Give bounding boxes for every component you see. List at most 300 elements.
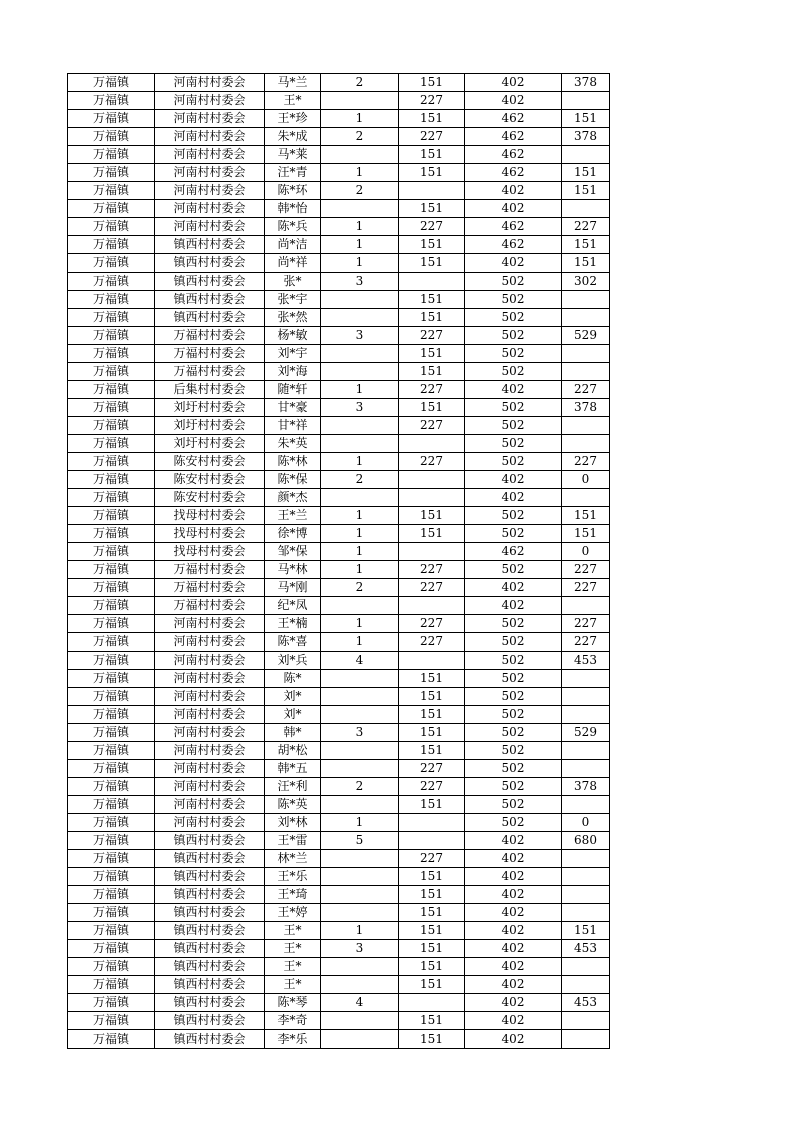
count-cell: 5 [321, 831, 399, 849]
table-row [68, 868, 610, 886]
person-name-cell: 刘*海 [265, 362, 321, 380]
amount-c-cell: 453 [562, 940, 610, 958]
table-row [68, 200, 610, 218]
village-committee-cell: 河南村村委会 [155, 164, 265, 182]
amount-a-cell: 151 [399, 398, 465, 416]
table-row [68, 452, 610, 470]
amount-c-cell: 0 [562, 813, 610, 831]
town-cell: 万福镇 [68, 182, 155, 200]
amount-c-cell: 227 [562, 380, 610, 398]
table-row [68, 182, 610, 200]
town-cell: 万福镇 [68, 110, 155, 128]
count-cell [321, 669, 399, 687]
amount-b-cell: 402 [465, 904, 562, 922]
town-cell: 万福镇 [68, 146, 155, 164]
amount-a-cell: 227 [399, 615, 465, 633]
amount-c-cell [562, 434, 610, 452]
town-cell: 万福镇 [68, 940, 155, 958]
table-row [68, 380, 610, 398]
amount-a-cell [399, 272, 465, 290]
amount-b-cell: 402 [465, 489, 562, 507]
amount-c-cell [562, 958, 610, 976]
table-row [68, 218, 610, 236]
amount-a-cell: 151 [399, 362, 465, 380]
village-committee-cell: 万福村村委会 [155, 597, 265, 615]
village-committee-cell: 镇西村村委会 [155, 290, 265, 308]
amount-a-cell [399, 831, 465, 849]
amount-b-cell: 402 [465, 958, 562, 976]
town-cell: 万福镇 [68, 1030, 155, 1048]
amount-b-cell: 402 [465, 200, 562, 218]
village-committee-cell: 镇西村村委会 [155, 922, 265, 940]
village-committee-cell: 找母村村委会 [155, 543, 265, 561]
amount-b-cell: 462 [465, 236, 562, 254]
count-cell: 2 [321, 777, 399, 795]
village-committee-cell: 镇西村村委会 [155, 850, 265, 868]
village-committee-cell: 镇西村村委会 [155, 1012, 265, 1030]
village-committee-cell: 万福村村委会 [155, 362, 265, 380]
table-row [68, 831, 610, 849]
amount-c-cell: 151 [562, 254, 610, 272]
amount-c-cell: 453 [562, 651, 610, 669]
count-cell [321, 597, 399, 615]
person-name-cell: 陈*英 [265, 795, 321, 813]
town-cell: 万福镇 [68, 398, 155, 416]
amount-c-cell: 151 [562, 507, 610, 525]
amount-a-cell: 151 [399, 525, 465, 543]
count-cell: 3 [321, 326, 399, 344]
amount-a-cell [399, 813, 465, 831]
amount-c-cell [562, 868, 610, 886]
table-row [68, 1012, 610, 1030]
amount-a-cell: 151 [399, 687, 465, 705]
person-name-cell: 王* [265, 922, 321, 940]
table-row [68, 723, 610, 741]
table-row [68, 777, 610, 795]
amount-b-cell: 402 [465, 868, 562, 886]
amount-b-cell: 502 [465, 687, 562, 705]
amount-a-cell [399, 994, 465, 1012]
amount-b-cell: 402 [465, 886, 562, 904]
village-committee-cell: 河南村村委会 [155, 615, 265, 633]
person-name-cell: 朱*成 [265, 128, 321, 146]
town-cell: 万福镇 [68, 813, 155, 831]
person-name-cell: 朱*英 [265, 434, 321, 452]
town-cell: 万福镇 [68, 128, 155, 146]
town-cell: 万福镇 [68, 868, 155, 886]
amount-a-cell: 227 [399, 759, 465, 777]
village-committee-cell: 镇西村村委会 [155, 236, 265, 254]
village-committee-cell: 找母村村委会 [155, 507, 265, 525]
table-row [68, 416, 610, 434]
amount-b-cell: 462 [465, 164, 562, 182]
person-name-cell: 马*莱 [265, 146, 321, 164]
amount-a-cell: 227 [399, 850, 465, 868]
count-cell: 3 [321, 272, 399, 290]
amount-c-cell [562, 344, 610, 362]
amount-c-cell: 227 [562, 561, 610, 579]
person-name-cell: 胡*松 [265, 741, 321, 759]
person-name-cell: 汪*青 [265, 164, 321, 182]
count-cell [321, 886, 399, 904]
amount-b-cell: 402 [465, 1012, 562, 1030]
town-cell: 万福镇 [68, 543, 155, 561]
amount-b-cell: 502 [465, 326, 562, 344]
table-row [68, 633, 610, 651]
table-row [68, 525, 610, 543]
amount-c-cell [562, 92, 610, 110]
person-name-cell: 刘*宇 [265, 344, 321, 362]
count-cell: 1 [321, 507, 399, 525]
amount-b-cell: 462 [465, 543, 562, 561]
amount-b-cell: 502 [465, 416, 562, 434]
town-cell: 万福镇 [68, 886, 155, 904]
count-cell [321, 976, 399, 994]
count-cell: 2 [321, 579, 399, 597]
amount-a-cell [399, 597, 465, 615]
village-committee-cell: 河南村村委会 [155, 795, 265, 813]
village-committee-cell: 镇西村村委会 [155, 904, 265, 922]
amount-a-cell: 227 [399, 452, 465, 470]
count-cell: 2 [321, 182, 399, 200]
amount-b-cell: 462 [465, 110, 562, 128]
person-name-cell: 王*乐 [265, 868, 321, 886]
town-cell: 万福镇 [68, 471, 155, 489]
amount-c-cell [562, 705, 610, 723]
amount-b-cell: 462 [465, 146, 562, 164]
amount-c-cell: 529 [562, 723, 610, 741]
town-cell: 万福镇 [68, 958, 155, 976]
amount-a-cell: 151 [399, 200, 465, 218]
amount-b-cell: 402 [465, 940, 562, 958]
village-committee-cell: 河南村村委会 [155, 128, 265, 146]
village-committee-cell: 万福村村委会 [155, 579, 265, 597]
amount-a-cell: 151 [399, 958, 465, 976]
person-name-cell: 王*兰 [265, 507, 321, 525]
amount-b-cell: 402 [465, 922, 562, 940]
table-row [68, 128, 610, 146]
amount-c-cell [562, 886, 610, 904]
person-name-cell: 王*琦 [265, 886, 321, 904]
village-committee-cell: 河南村村委会 [155, 92, 265, 110]
town-cell: 万福镇 [68, 236, 155, 254]
person-name-cell: 纪*凤 [265, 597, 321, 615]
table-row [68, 543, 610, 561]
person-name-cell: 随*轩 [265, 380, 321, 398]
count-cell [321, 795, 399, 813]
count-cell [321, 687, 399, 705]
amount-b-cell: 402 [465, 74, 562, 92]
table-row [68, 615, 610, 633]
town-cell: 万福镇 [68, 705, 155, 723]
table-row [68, 850, 610, 868]
person-name-cell: 刘*林 [265, 813, 321, 831]
amount-a-cell: 151 [399, 741, 465, 759]
count-cell [321, 146, 399, 164]
amount-c-cell: 151 [562, 164, 610, 182]
amount-c-cell: 151 [562, 236, 610, 254]
count-cell: 1 [321, 615, 399, 633]
amount-c-cell: 453 [562, 994, 610, 1012]
amount-c-cell: 378 [562, 398, 610, 416]
amount-b-cell: 502 [465, 795, 562, 813]
town-cell: 万福镇 [68, 723, 155, 741]
table-row [68, 308, 610, 326]
person-name-cell: 甘*祥 [265, 416, 321, 434]
village-committee-cell: 陈安村村委会 [155, 471, 265, 489]
amount-b-cell: 502 [465, 525, 562, 543]
town-cell: 万福镇 [68, 254, 155, 272]
town-cell: 万福镇 [68, 218, 155, 236]
person-name-cell: 马*刚 [265, 579, 321, 597]
town-cell: 万福镇 [68, 525, 155, 543]
amount-c-cell [562, 904, 610, 922]
person-name-cell: 陈*保 [265, 471, 321, 489]
village-committee-cell: 镇西村村委会 [155, 994, 265, 1012]
amount-c-cell: 529 [562, 326, 610, 344]
table-row [68, 813, 610, 831]
count-cell [321, 308, 399, 326]
amount-a-cell: 227 [399, 633, 465, 651]
amount-c-cell [562, 597, 610, 615]
village-committee-cell: 镇西村村委会 [155, 940, 265, 958]
town-cell: 万福镇 [68, 452, 155, 470]
town-cell: 万福镇 [68, 633, 155, 651]
count-cell: 2 [321, 74, 399, 92]
person-name-cell: 徐*博 [265, 525, 321, 543]
village-committee-cell: 万福村村委会 [155, 326, 265, 344]
table-row [68, 922, 610, 940]
town-cell: 万福镇 [68, 200, 155, 218]
amount-c-cell [562, 759, 610, 777]
village-committee-cell: 河南村村委会 [155, 74, 265, 92]
count-cell: 1 [321, 254, 399, 272]
table-row [68, 940, 610, 958]
table-row [68, 489, 610, 507]
count-cell [321, 759, 399, 777]
amount-a-cell: 151 [399, 254, 465, 272]
amount-a-cell: 227 [399, 128, 465, 146]
amount-a-cell: 227 [399, 380, 465, 398]
village-committee-cell: 陈安村村委会 [155, 452, 265, 470]
count-cell [321, 1012, 399, 1030]
town-cell: 万福镇 [68, 290, 155, 308]
table-row [68, 795, 610, 813]
amount-c-cell [562, 1012, 610, 1030]
town-cell: 万福镇 [68, 651, 155, 669]
amount-a-cell [399, 182, 465, 200]
amount-a-cell: 151 [399, 308, 465, 326]
town-cell: 万福镇 [68, 615, 155, 633]
person-name-cell: 林*兰 [265, 850, 321, 868]
amount-c-cell [562, 416, 610, 434]
amount-a-cell: 151 [399, 236, 465, 254]
amount-c-cell [562, 687, 610, 705]
village-committee-cell: 镇西村村委会 [155, 272, 265, 290]
town-cell: 万福镇 [68, 1012, 155, 1030]
person-name-cell: 陈*喜 [265, 633, 321, 651]
table-row [68, 597, 610, 615]
table-row [68, 651, 610, 669]
person-name-cell: 李*奇 [265, 1012, 321, 1030]
town-cell: 万福镇 [68, 904, 155, 922]
count-cell [321, 850, 399, 868]
amount-c-cell [562, 146, 610, 164]
amount-a-cell: 151 [399, 705, 465, 723]
amount-a-cell: 151 [399, 795, 465, 813]
village-committee-cell: 河南村村委会 [155, 633, 265, 651]
person-name-cell: 韩*五 [265, 759, 321, 777]
count-cell [321, 434, 399, 452]
amount-c-cell: 0 [562, 471, 610, 489]
table-row [68, 579, 610, 597]
count-cell: 1 [321, 543, 399, 561]
town-cell: 万福镇 [68, 597, 155, 615]
amount-b-cell: 502 [465, 633, 562, 651]
village-committee-cell: 河南村村委会 [155, 759, 265, 777]
village-committee-cell: 镇西村村委会 [155, 958, 265, 976]
village-committee-cell: 河南村村委会 [155, 723, 265, 741]
amount-c-cell [562, 1030, 610, 1048]
amount-b-cell: 502 [465, 615, 562, 633]
count-cell: 1 [321, 633, 399, 651]
count-cell: 4 [321, 994, 399, 1012]
amount-b-cell: 502 [465, 759, 562, 777]
town-cell: 万福镇 [68, 74, 155, 92]
table-row [68, 1030, 610, 1048]
person-name-cell: 张*然 [265, 308, 321, 326]
table-row [68, 976, 610, 994]
amount-a-cell: 227 [399, 326, 465, 344]
village-committee-cell: 镇西村村委会 [155, 831, 265, 849]
amount-b-cell: 502 [465, 344, 562, 362]
count-cell: 1 [321, 164, 399, 182]
village-committee-cell: 镇西村村委会 [155, 254, 265, 272]
amount-b-cell: 502 [465, 434, 562, 452]
amount-b-cell: 502 [465, 507, 562, 525]
count-cell: 1 [321, 380, 399, 398]
count-cell: 3 [321, 723, 399, 741]
amount-b-cell: 402 [465, 182, 562, 200]
amount-c-cell [562, 741, 610, 759]
amount-b-cell: 402 [465, 976, 562, 994]
count-cell: 1 [321, 525, 399, 543]
town-cell: 万福镇 [68, 831, 155, 849]
person-name-cell: 颜*杰 [265, 489, 321, 507]
amount-a-cell [399, 543, 465, 561]
amount-b-cell: 402 [465, 471, 562, 489]
amount-a-cell: 227 [399, 561, 465, 579]
person-name-cell: 陈*琴 [265, 994, 321, 1012]
count-cell: 3 [321, 940, 399, 958]
village-committee-cell: 河南村村委会 [155, 705, 265, 723]
amount-a-cell: 151 [399, 164, 465, 182]
person-name-cell: 刘* [265, 705, 321, 723]
table-row [68, 434, 610, 452]
person-name-cell: 王*婷 [265, 904, 321, 922]
table-row [68, 507, 610, 525]
person-name-cell: 陈*兵 [265, 218, 321, 236]
person-name-cell: 刘*兵 [265, 651, 321, 669]
amount-b-cell: 502 [465, 651, 562, 669]
town-cell: 万福镇 [68, 922, 155, 940]
town-cell: 万福镇 [68, 434, 155, 452]
amount-a-cell [399, 471, 465, 489]
amount-a-cell: 151 [399, 886, 465, 904]
count-cell: 1 [321, 813, 399, 831]
person-name-cell: 王*楠 [265, 615, 321, 633]
amount-a-cell: 227 [399, 92, 465, 110]
town-cell: 万福镇 [68, 777, 155, 795]
count-cell [321, 290, 399, 308]
amount-b-cell: 502 [465, 452, 562, 470]
amount-a-cell: 227 [399, 218, 465, 236]
amount-b-cell: 462 [465, 128, 562, 146]
amount-c-cell: 378 [562, 777, 610, 795]
table-row [68, 994, 610, 1012]
amount-b-cell: 502 [465, 308, 562, 326]
person-name-cell: 杨*敏 [265, 326, 321, 344]
amount-c-cell: 151 [562, 110, 610, 128]
table-row [68, 74, 610, 92]
village-committee-cell: 镇西村村委会 [155, 886, 265, 904]
amount-c-cell: 378 [562, 74, 610, 92]
person-name-cell: 李*乐 [265, 1030, 321, 1048]
person-name-cell: 尚*祥 [265, 254, 321, 272]
town-cell: 万福镇 [68, 308, 155, 326]
amount-a-cell: 151 [399, 507, 465, 525]
count-cell [321, 344, 399, 362]
person-name-cell: 陈*环 [265, 182, 321, 200]
amount-b-cell: 402 [465, 994, 562, 1012]
village-committee-cell: 河南村村委会 [155, 146, 265, 164]
amount-c-cell: 151 [562, 525, 610, 543]
amount-a-cell: 151 [399, 868, 465, 886]
amount-c-cell [562, 290, 610, 308]
count-cell: 1 [321, 452, 399, 470]
town-cell: 万福镇 [68, 507, 155, 525]
amount-b-cell: 502 [465, 290, 562, 308]
village-committee-cell: 刘圩村村委会 [155, 434, 265, 452]
amount-c-cell [562, 308, 610, 326]
person-name-cell: 马*兰 [265, 74, 321, 92]
table-row [68, 687, 610, 705]
village-committee-cell: 河南村村委会 [155, 110, 265, 128]
table-row [68, 110, 610, 128]
town-cell: 万福镇 [68, 850, 155, 868]
village-committee-cell: 河南村村委会 [155, 182, 265, 200]
count-cell [321, 904, 399, 922]
amount-b-cell: 402 [465, 850, 562, 868]
amount-c-cell: 227 [562, 452, 610, 470]
count-cell [321, 489, 399, 507]
count-cell [321, 958, 399, 976]
amount-c-cell: 227 [562, 633, 610, 651]
amount-c-cell [562, 669, 610, 687]
table-row [68, 669, 610, 687]
person-name-cell: 尚*洁 [265, 236, 321, 254]
village-committee-cell: 河南村村委会 [155, 218, 265, 236]
amount-c-cell: 302 [562, 272, 610, 290]
table-row [68, 958, 610, 976]
amount-a-cell [399, 651, 465, 669]
village-committee-cell: 刘圩村村委会 [155, 416, 265, 434]
amount-a-cell [399, 489, 465, 507]
amount-b-cell: 402 [465, 579, 562, 597]
amount-b-cell: 502 [465, 813, 562, 831]
data-table [67, 73, 610, 1049]
table-row [68, 290, 610, 308]
